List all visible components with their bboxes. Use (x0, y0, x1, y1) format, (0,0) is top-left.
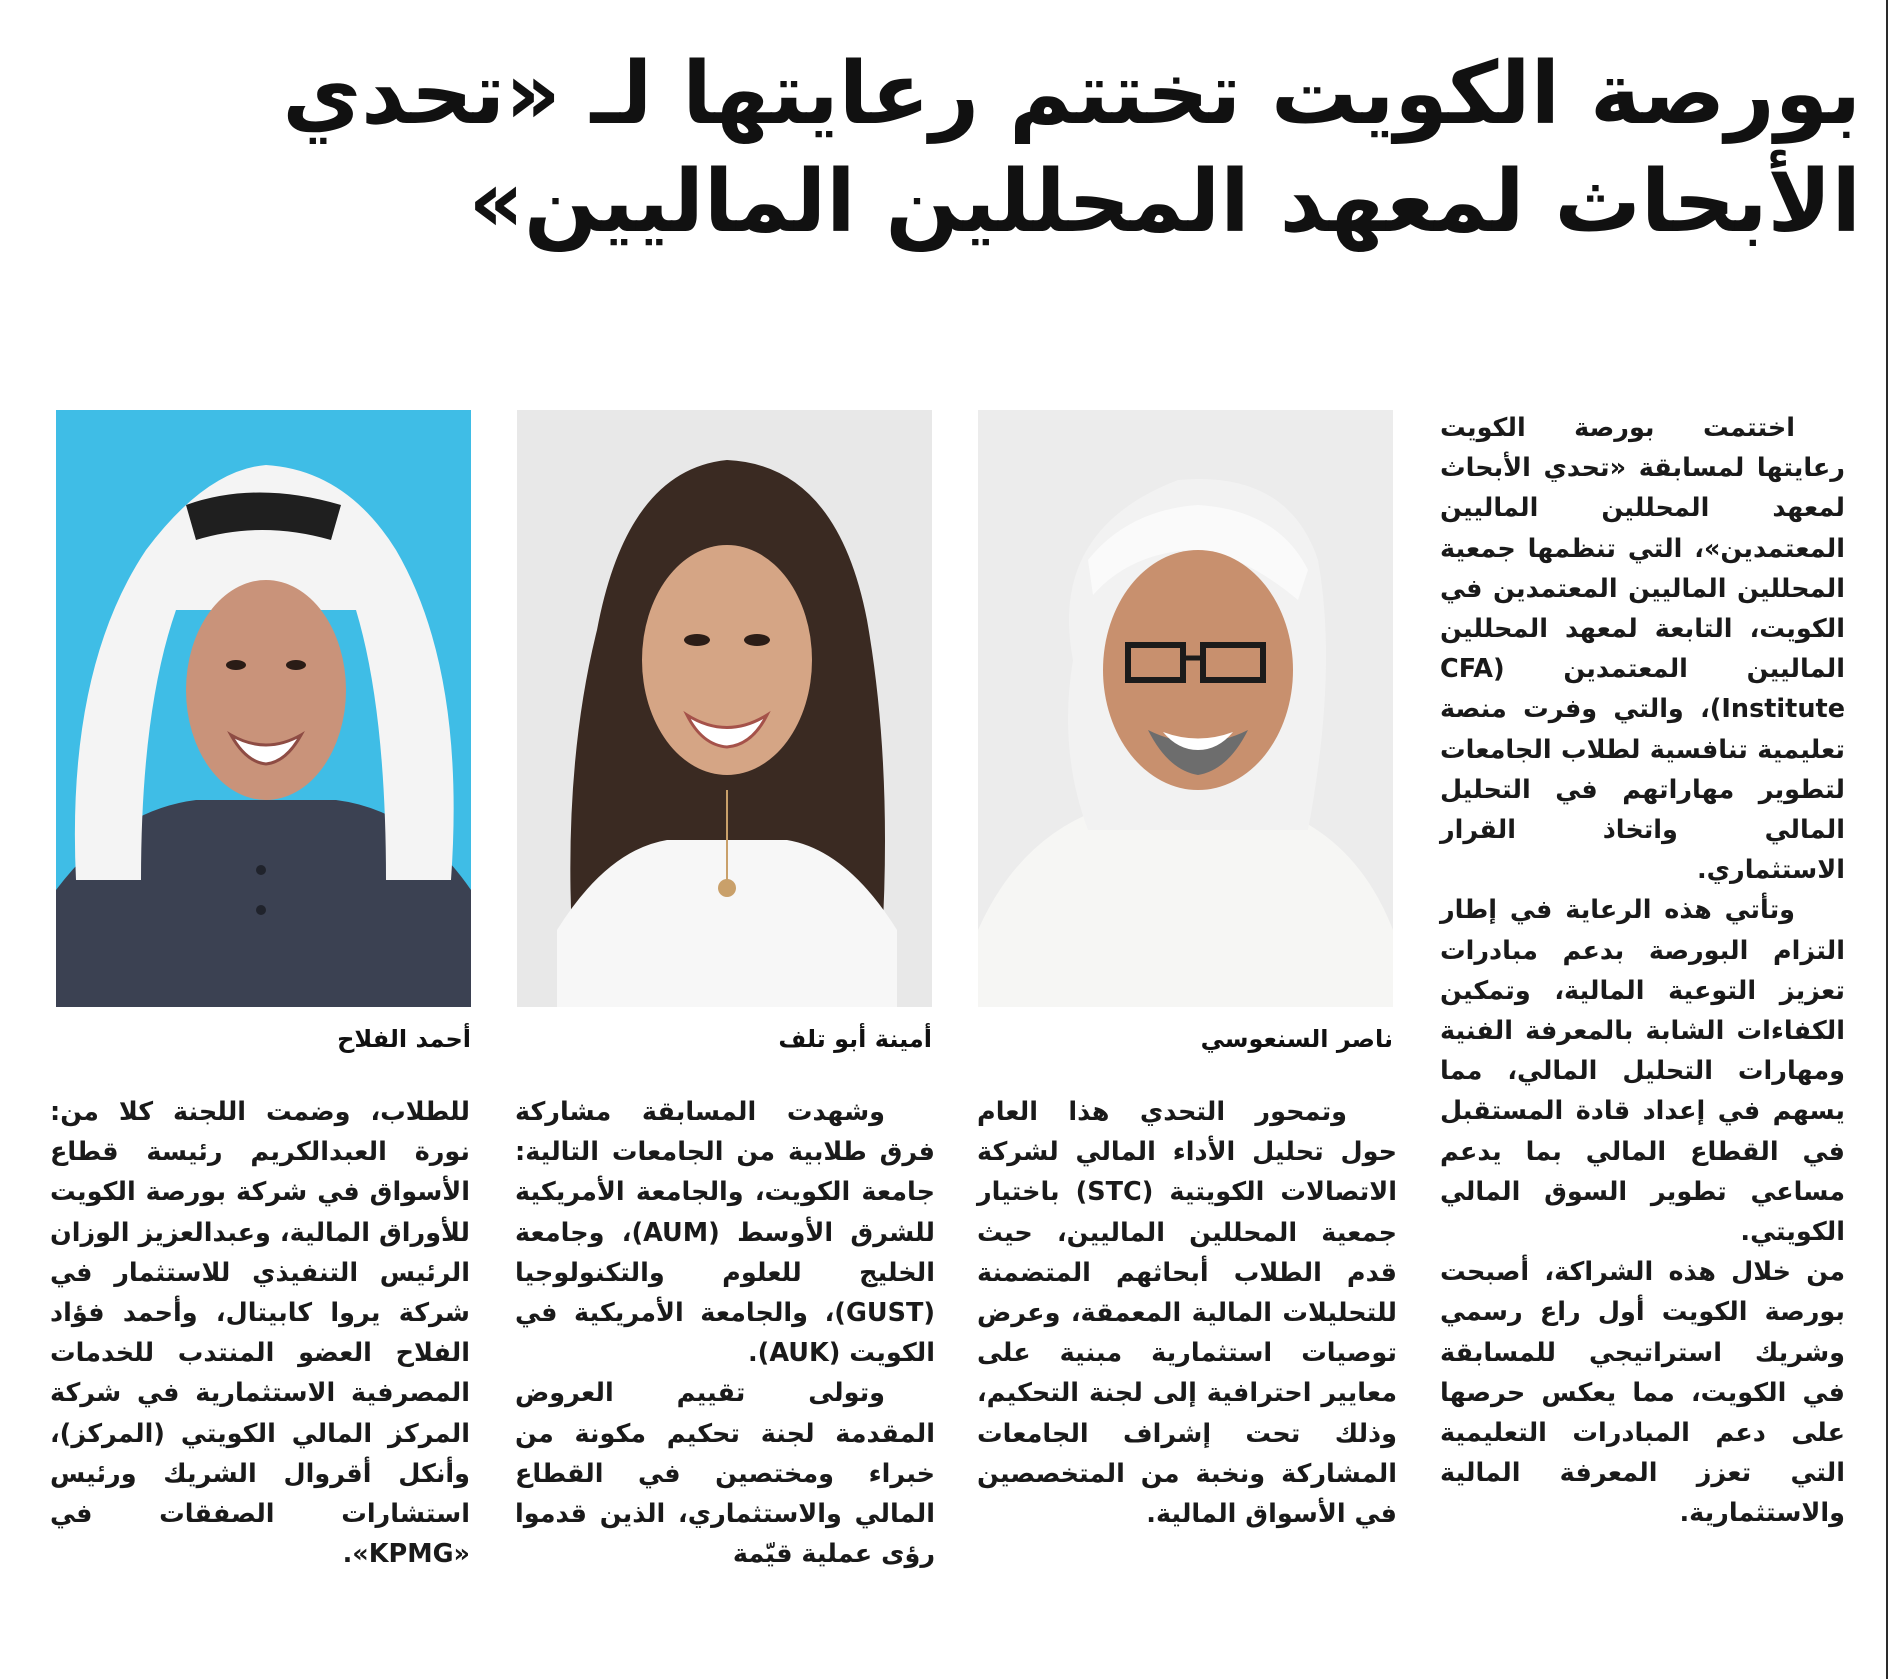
caption-photo-1: ناصر السنعوسي (1200, 1025, 1393, 1053)
column-4-paragraph-1: للطلاب، وضمت اللجنة كلا من: نورة العبدالكريم رئيسة قطاع الأسواق في شركة بورصة الكويت للأوراق المالية، وعبدالعزيز الوزان الرئيس التنفيذي للاستثمار في شركة يروا كابيتال، وأحمد فؤاد الفلاح العضو المنتدب للخدمات المصرفية الاستثمارية في شركة المركز المالي الكويتي (المركز)، وأنكل أقروال الشريك ورئيس استشارات الصفقات في «KPMG». (50, 1097, 470, 1570)
caption-photo-3: أحمد الفلاح (337, 1025, 471, 1053)
page-edge-rule (1886, 0, 1888, 1679)
column-3-paragraph-2: وتولى تقييم العروض المقدمة لجنة تحكيم مكونة من خبراء ومختصين في القطاع المالي والاستثماري، الذين قدموا رؤى عملية قيّمة (515, 1378, 935, 1570)
portrait-photo-1 (978, 410, 1393, 1007)
column-1-paragraph-2: وتأتي هذه الرعاية في إطار التزام البورصة بدعم مبادرات تعزيز التوعية المالية، وتمكين الكفاءات الشابة بالمعرفة الفنية ومهارات التحليل المالي، مما يسهم في إعداد قادة المستقبل في القطاع المالي بما يدعم مساعي تطوير السوق المالي الكويتي. (1440, 895, 1845, 1248)
article-column-3 (515, 1092, 935, 1574)
headline-line-1: بورصة الكويت تختتم رعايتها لـ «تحدي (282, 44, 1861, 144)
article-column-4 (50, 1092, 470, 1574)
column-3-paragraph-1: وشهدت المسابقة مشاركة فرق طلابية من الجامعات التالية: جامعة الكويت، والجامعة الأمريكية للشرق الأوسط (AUM)، وجامعة الخليج للعلوم والتكنولوجيا (GUST)، والجامعة الأمريكية في الكويت (AUK). (515, 1097, 935, 1369)
article-column-2 (977, 1092, 1397, 1534)
column-1-paragraph-1: اختتمت بورصة الكويت رعايتها لمسابقة «تحدي الأبحاث لمعهد المحللين الماليين المعتمدين»، التي تنظمها جمعية المحللين الماليين المعتمدين في الكويت، التابعة لمعهد المحللين الماليين المعتمدين (CFA Institute)، والتي وفرت منصة تعليمية تنافسية لطلاب الجامعات لتطوير مهاراتهم في التحليل المالي واتخاذ القرار الاستثماري. (1440, 413, 1845, 886)
column-1-paragraph-3: من خلال هذه الشراكة، أصبحت بورصة الكويت أول راع رسمي وشريك استراتيجي للمسابقة في الكويت، مما يعكس حرصها على دعم المبادرات التعليمية التي تعزز المعرفة المالية والاستثمارية. (1440, 1257, 1845, 1529)
column-2-paragraph-1: وتمحور التحدي هذا العام حول تحليل الأداء المالي لشركة الاتصالات الكويتية (STC) باختيار جمعية المحللين الماليين، حيث قدم الطلاب أبحاثهم المتضمنة للتحليلات المالية المعمقة، وعرض توصيات استثمارية مبنية على معايير احترافية إلى لجنة التحكيم، وذلك تحت إشراف الجامعات المشاركة ونخبة من المتخصصين في الأسواق المالية. (977, 1097, 1397, 1530)
portrait-photo-2 (517, 410, 932, 1007)
portrait-photo-3 (56, 410, 471, 1007)
caption-photo-2: أمينة أبو تلف (778, 1025, 932, 1053)
article-headline (221, 40, 1861, 256)
headline-line-2: الأبحاث لمعهد المحللين الماليين» (468, 152, 1861, 252)
article-column-1 (1440, 408, 1845, 1534)
